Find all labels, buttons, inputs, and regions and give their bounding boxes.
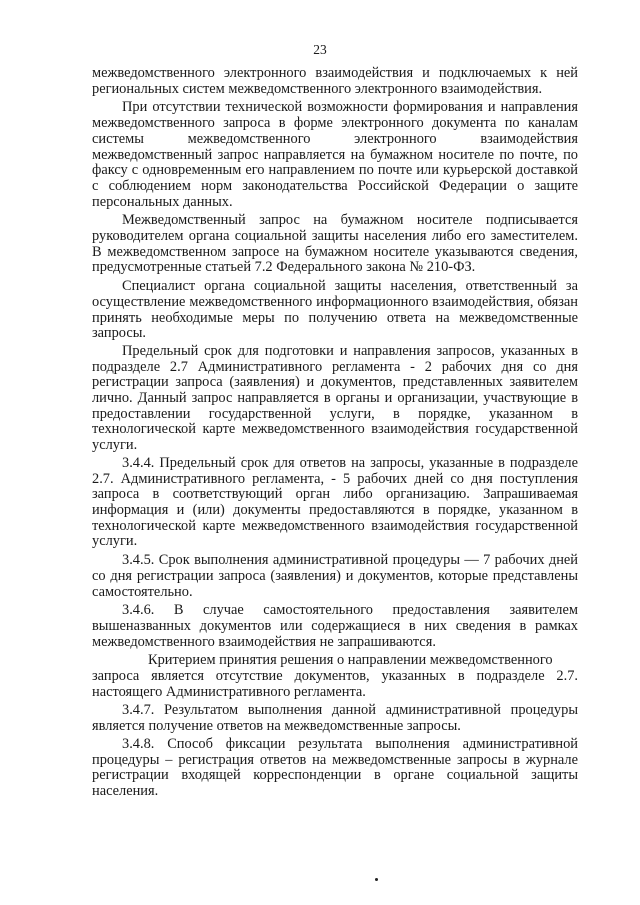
- page-number: 23: [313, 42, 327, 57]
- clause-3-4-6: 3.4.6. В случае самостоятельного предоставления заявителем вышеназванных документов или содержащиеся в них сведения в рамках межведомственного взаимодействия не запрашиваются.: [92, 602, 578, 650]
- criterion-rest: запроса является отсутствие документов, указанных в подразделе 2.7. настоящего Административного регламента.: [92, 668, 578, 700]
- document-body: [92, 66, 578, 800]
- paragraph-paper-request: При отсутствии технической возможности формирования и направления межведомственного запроса в форме электронного документа по каналам системы межведомственного электронного взаимодействия межведомственный запрос направляется на бумажном носителе по почте, по факсу с одновременным его направлением по почте или курьерской доставкой с соблюдением норм законодательства Российской Федерации о защите персональных данных.: [92, 99, 578, 210]
- paragraph-continuation: межведомственного электронного взаимодействия и подключаемых к ней региональных систем межведомственного электронного взаимодействия.: [92, 65, 578, 97]
- clause-3-4-5: 3.4.5. Срок выполнения административной процедуры — 7 рабочих дней со дня регистрации запроса (заявления) и документов, которые представлены самостоятельно.: [92, 552, 578, 600]
- clause-3-4-8: 3.4.8. Способ фиксации результата выполнения административной процедуры – регистрация ответов на межведомственные запросы в журнале регистрации входящей корреспонденции в органе социальной защиты населения.: [92, 735, 578, 799]
- paragraph-request-signature: Межведомственный запрос на бумажном носителе подписывается руководителем органа социальной защиты населения либо его заместителем. В межведомственном запросе на бумажном носителе указываются сведения, предусмотренные статьей 7.2 Федерального закона № 210-ФЗ.: [92, 212, 578, 276]
- clause-3-4-4: 3.4.4. Предельный срок для ответов на запросы, указанные в подразделе 2.7. Административного регламента, - 5 рабочих дней со дня поступления запроса в соответствующий орган либо организацию. Запрашиваемая информация и (или) документы предоставляются в порядке, указанном в технологической карте межведомственного взаимодействия государственной услуги.: [92, 454, 578, 550]
- scan-dot-mark: [375, 878, 378, 881]
- paragraph-request-deadline: Предельный срок для подготовки и направления запросов, указанных в подразделе 2.7 Административного регламента - 2 рабочих дня со дня регистрации запроса (заявления) и документов, представленных заявителем лично. Данный запрос направляется в органы и организации, участвующие в предоставлении государственной услуги, в порядке, указанном в технологической карте межведомственного взаимодействия государственной услуги.: [92, 342, 578, 454]
- criterion-first-line: Критерием принятия решения о направлении межведомственного: [148, 652, 553, 669]
- clause-3-4-7: 3.4.7. Результатом выполнения данной административной процедуры является получение ответов на межведомственные запросы.: [92, 702, 578, 735]
- paragraph-decision-criterion: [92, 653, 578, 700]
- paragraph-specialist-duty: Специалист органа социальной защиты населения, ответственный за осуществление межведомственного информационного взаимодействия, обязан принять необходимые меры по получению ответа на межведомственные запросы.: [92, 278, 578, 342]
